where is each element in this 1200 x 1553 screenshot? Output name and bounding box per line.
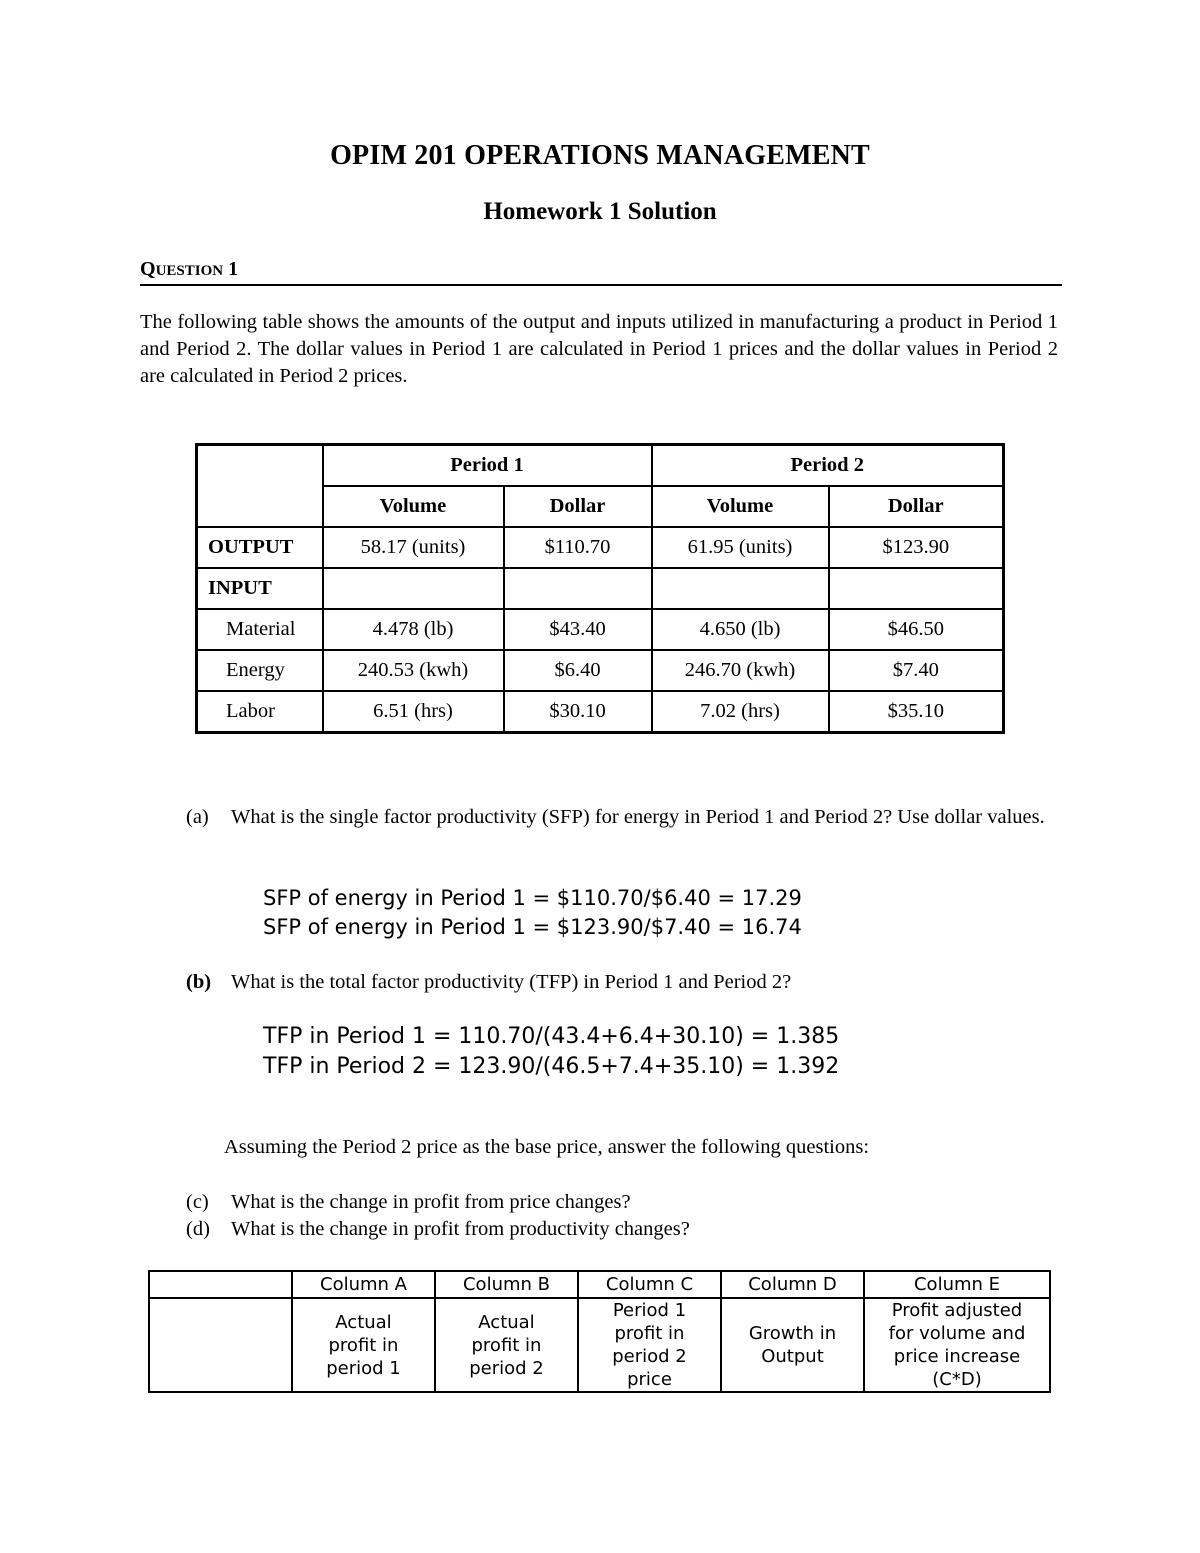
cell-value: 61.95 (units) bbox=[652, 527, 829, 568]
table-header-row bbox=[197, 445, 1004, 487]
column-header: Column C bbox=[578, 1271, 721, 1298]
column-header: Column B bbox=[435, 1271, 578, 1298]
part-b-question bbox=[186, 969, 1060, 996]
part-a-question bbox=[186, 804, 1060, 831]
part-a-answer bbox=[263, 884, 802, 942]
cell-value: 240.53 (kwh) bbox=[323, 650, 504, 691]
part-b-text: What is the total factor productivity (TFP) in Period 1 and Period 2? bbox=[231, 971, 792, 993]
profit-table bbox=[148, 1270, 1051, 1393]
empty-corner-cell bbox=[149, 1271, 292, 1298]
cell-value bbox=[829, 568, 1004, 609]
table-row bbox=[149, 1298, 1050, 1392]
course-title: OPIM 201 OPERATIONS MANAGEMENT bbox=[330, 140, 870, 171]
table-row bbox=[197, 650, 1004, 691]
cell-value: $7.40 bbox=[829, 650, 1004, 691]
part-c-text: What is the change in profit from price changes? bbox=[231, 1191, 631, 1213]
cell-value: 58.17 (units) bbox=[323, 527, 504, 568]
cell-value: $46.50 bbox=[829, 609, 1004, 650]
answer-line: TFP in Period 2 = 123.90/(46.5+7.4+35.10) = 1.392 bbox=[263, 1054, 840, 1079]
answer-line: SFP of energy in Period 1 = $123.90/$7.40 = 16.74 bbox=[263, 915, 802, 939]
question-intro: The following table shows the amounts of the output and inputs utilized in manufacturing a product in Period 1 and Period 2. The dollar values in Period 1 are calculated in Period 1 prices and the dollar values in Period 2 are calculated in Period 2 prices. bbox=[140, 311, 1058, 387]
row-label: Energy bbox=[197, 650, 323, 691]
volume-header: Volume bbox=[323, 486, 504, 527]
production-table bbox=[195, 443, 1005, 734]
table-row bbox=[197, 609, 1004, 650]
volume-header: Volume bbox=[652, 486, 829, 527]
period1-header: Period 1 bbox=[323, 445, 652, 487]
answer-line: SFP of energy in Period 1 = $110.70/$6.40 = 17.29 bbox=[263, 886, 802, 910]
cell-value: $110.70 bbox=[504, 527, 652, 568]
column-header: Column D bbox=[721, 1271, 864, 1298]
cell-value bbox=[504, 568, 652, 609]
table-header-row bbox=[149, 1271, 1050, 1298]
part-b-label: (b) bbox=[186, 971, 212, 993]
cell-value: $123.90 bbox=[829, 527, 1004, 568]
table-row bbox=[197, 568, 1004, 609]
cell-value: 6.51 (hrs) bbox=[323, 691, 504, 733]
part-d-label: (d) bbox=[186, 1218, 210, 1240]
question-heading-initial: Q bbox=[140, 258, 156, 280]
cell-value: $43.40 bbox=[504, 609, 652, 650]
row-label: Material bbox=[197, 609, 323, 650]
cell-value: 7.02 (hrs) bbox=[652, 691, 829, 733]
question-heading-rest: UESTION bbox=[155, 263, 224, 279]
cell-value: 246.70 (kwh) bbox=[652, 650, 829, 691]
assumption-text: Assuming the Period 2 price as the base price, answer the following questions: bbox=[224, 1136, 870, 1158]
question-heading-number: 1 bbox=[228, 258, 239, 280]
cell-value: $35.10 bbox=[829, 691, 1004, 733]
dollar-header: Dollar bbox=[504, 486, 652, 527]
cell-value: $6.40 bbox=[504, 650, 652, 691]
column-description: Profit adjusted for volume and price increase (C*D) bbox=[864, 1298, 1050, 1392]
column-header: Column E bbox=[864, 1271, 1050, 1298]
row-label: OUTPUT bbox=[197, 527, 323, 568]
answer-line: TFP in Period 1 = 110.70/(43.4+6.4+30.10) = 1.385 bbox=[263, 1024, 840, 1049]
part-c-label: (c) bbox=[186, 1191, 209, 1213]
row-label: Labor bbox=[197, 691, 323, 733]
part-a-label: (a) bbox=[186, 806, 209, 828]
dollar-header: Dollar bbox=[829, 486, 1004, 527]
question-heading bbox=[140, 258, 1062, 286]
cell-value: 4.650 (lb) bbox=[652, 609, 829, 650]
part-d-question bbox=[186, 1216, 1060, 1243]
table-row bbox=[197, 527, 1004, 568]
row-label: INPUT bbox=[197, 568, 323, 609]
table-row bbox=[197, 691, 1004, 733]
cell-value: 4.478 (lb) bbox=[323, 609, 504, 650]
column-description: Period 1 profit in period 2 price bbox=[578, 1298, 721, 1392]
cell-value bbox=[323, 568, 504, 609]
part-c-question bbox=[186, 1189, 1060, 1216]
column-description: Growth in Output bbox=[721, 1298, 864, 1392]
column-header: Column A bbox=[292, 1271, 435, 1298]
document-title: Homework 1 Solution bbox=[483, 198, 717, 225]
cell-value: $30.10 bbox=[504, 691, 652, 733]
part-d-text: What is the change in profit from productivity changes? bbox=[231, 1218, 690, 1240]
part-a-text: What is the single factor productivity (SFP) for energy in Period 1 and Period 2? Use dollar values. bbox=[231, 806, 1045, 828]
empty-corner-cell bbox=[197, 445, 323, 528]
part-b-answer bbox=[263, 1022, 839, 1082]
period2-header: Period 2 bbox=[652, 445, 1004, 487]
column-description: Actual profit in period 2 bbox=[435, 1298, 578, 1392]
cell-value bbox=[652, 568, 829, 609]
column-description: Actual profit in period 1 bbox=[292, 1298, 435, 1392]
empty-label-cell bbox=[149, 1298, 292, 1392]
